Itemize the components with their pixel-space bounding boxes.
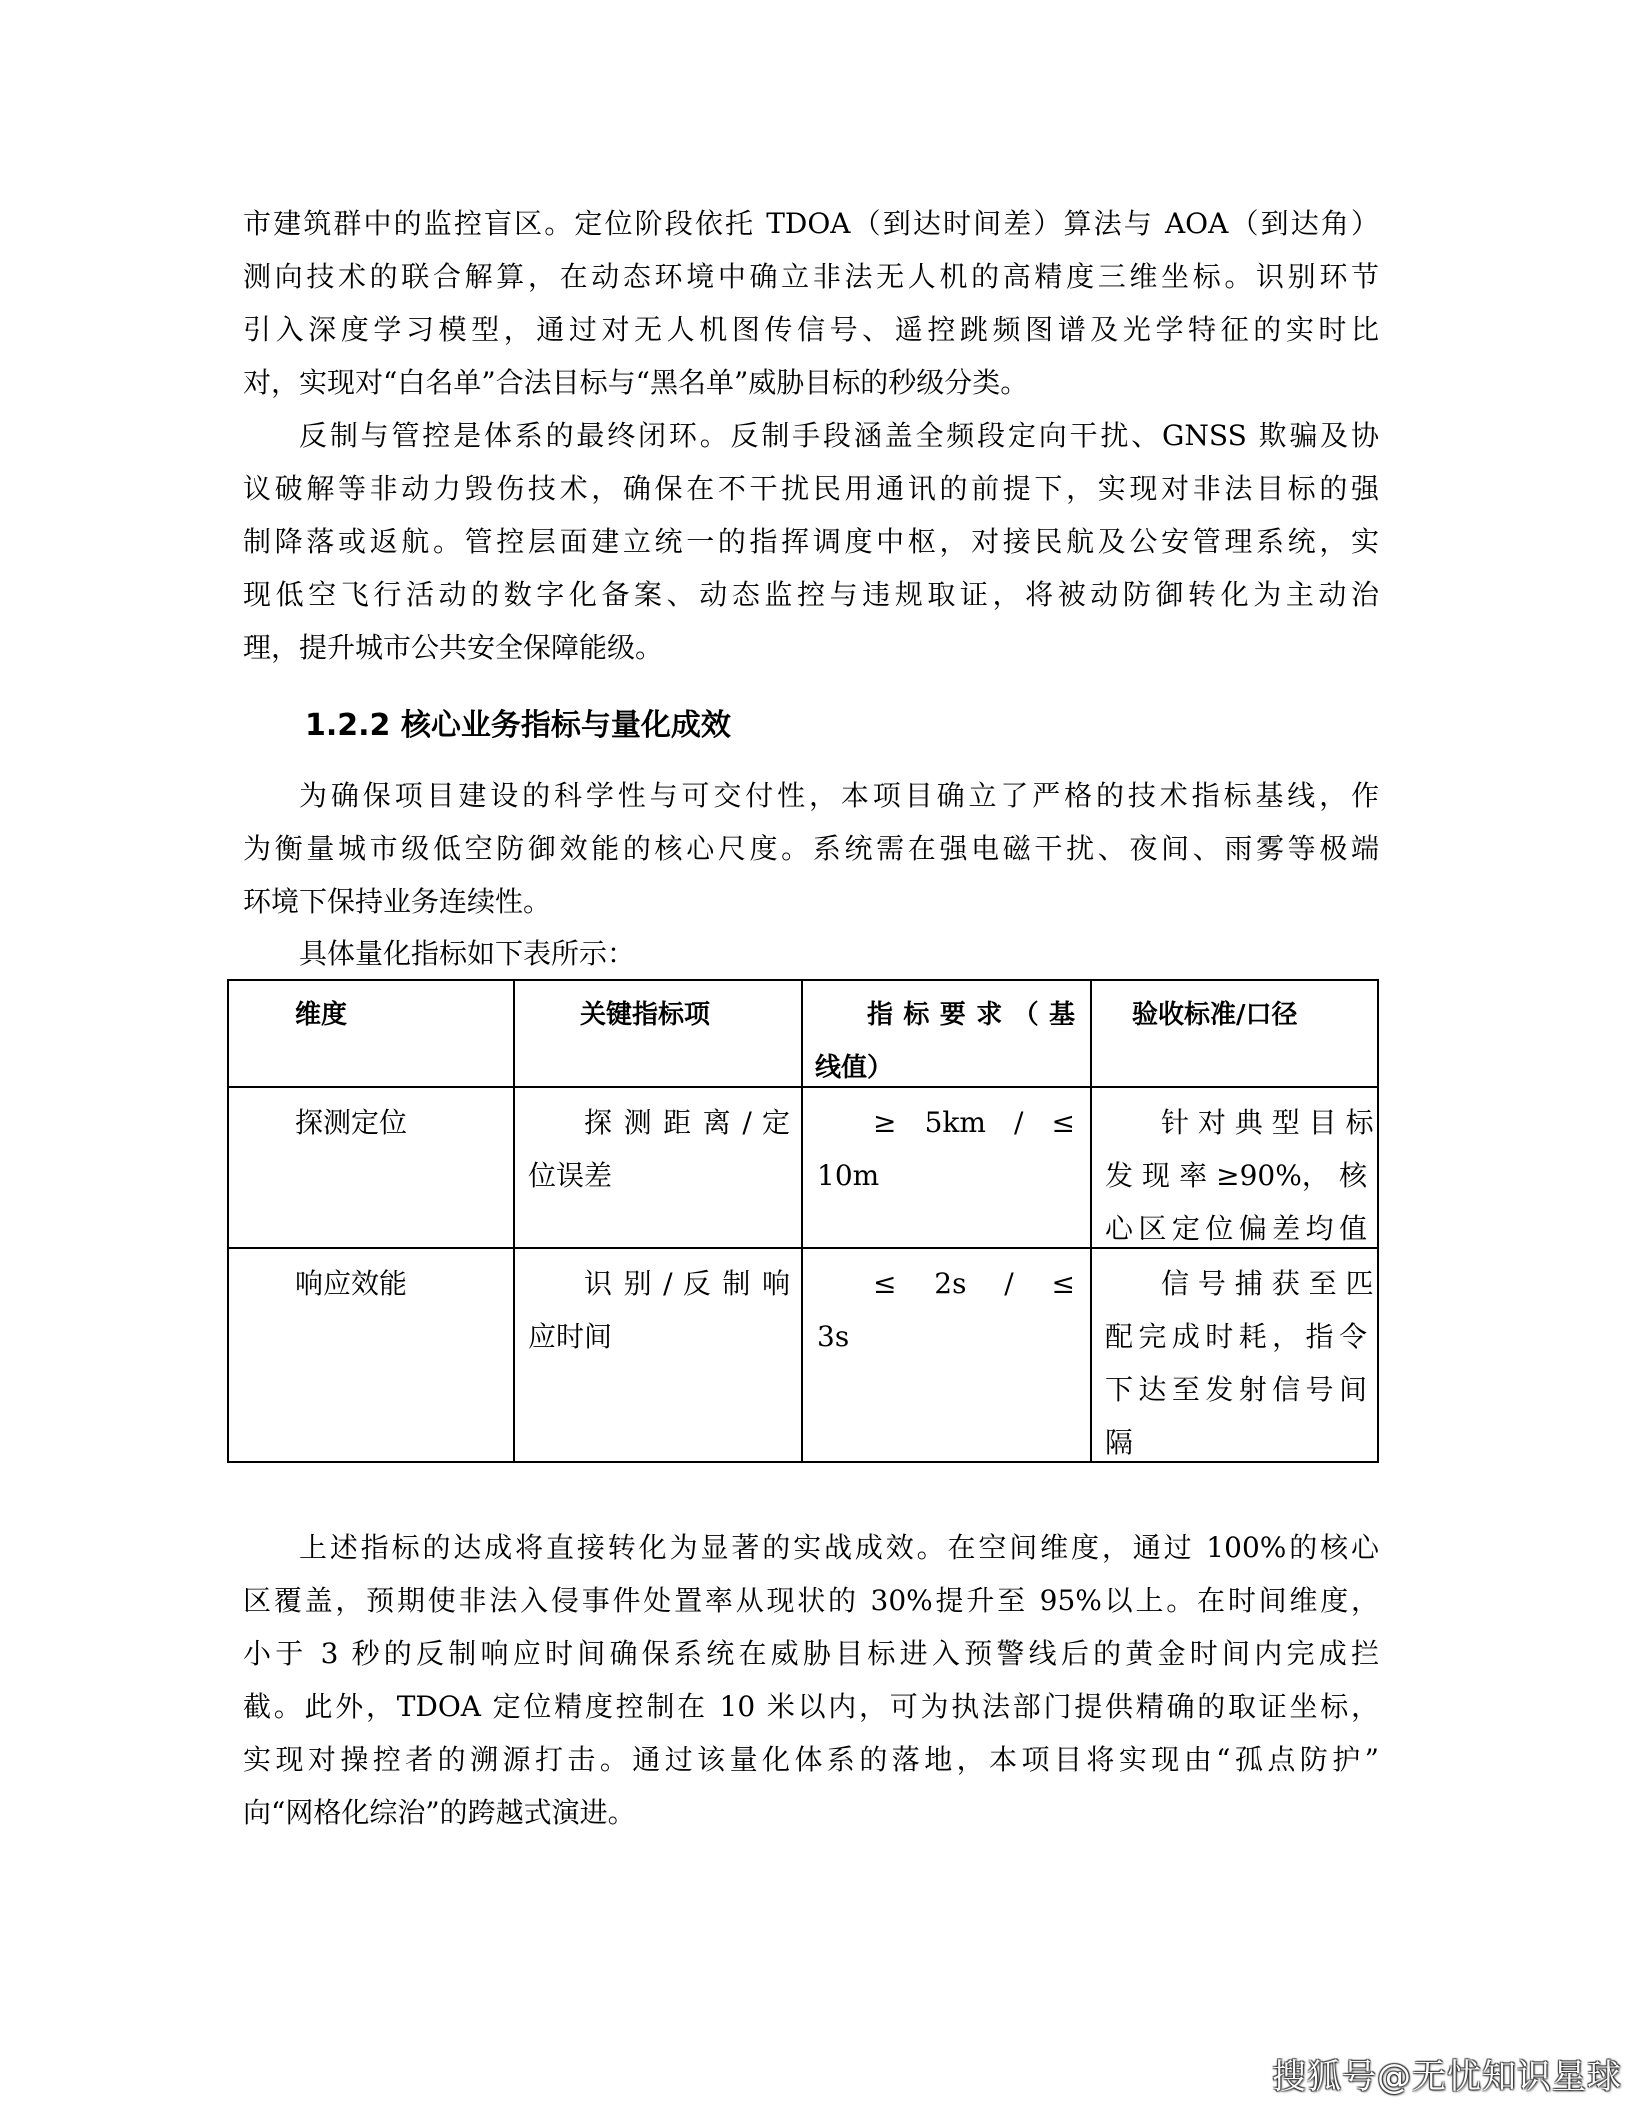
text-line: 议破解等非动力毁伤技术，确保在不干扰民用通讯的前提下，实现对非法目标的强	[243, 472, 1379, 505]
text-line: 上述指标的达成将直接转化为显著的实战成效。在空间维度，通过 100%的核心	[299, 1531, 1379, 1564]
text-line: 向“网格化综治”的跨越式演进。	[243, 1796, 636, 1829]
cell-dimension: 响应效能	[295, 1267, 408, 1300]
cell-dimension: 探测定位	[295, 1106, 408, 1139]
cell-indicator: 识 别 / 反 制 响 应时间	[528, 1267, 790, 1353]
header-acceptance: 验收标准/口径	[1132, 1000, 1298, 1030]
column-divider	[513, 979, 515, 1463]
text-line: 市建筑群中的监控盲区。定位阶段依托 TDOA（到达时间差）算法与 AOA（到达角）	[243, 207, 1379, 240]
text-line: 截。此外，TDOA 定位精度控制在 10 米以内，可为执法部门提供精确的取证坐标，	[243, 1690, 1379, 1723]
table-intro: 具体量化指标如下表所示：	[299, 937, 636, 970]
text-line: 区覆盖，预期使非法入侵事件处置率从现状的 30%提升至 95%以上。在时间维度，	[243, 1584, 1379, 1617]
text-line: 对，实现对“白名单”合法目标与“黑名单”威胁目标的秒级分类。	[243, 366, 1029, 399]
header-dimension: 维度	[295, 1000, 348, 1030]
text-line: 引入深度学习模型，通过对无人机图传信号、遥控跳频图谱及光学特征的实时比	[243, 313, 1379, 346]
cell-requirement: ≤ 2s / ≤ 3s	[817, 1267, 1075, 1353]
text-line: 制降落或返航。管控层面建立统一的指挥调度中枢，对接民航及公安管理系统，实	[243, 525, 1379, 558]
column-divider	[1090, 979, 1092, 1463]
text-line: 环境下保持业务连续性。	[243, 885, 552, 918]
text-line: 为衡量城市级低空防御效能的核心尺度。系统需在强电磁干扰、夜间、雨雾等极端	[243, 832, 1379, 865]
text-line: 反制与管控是体系的最终闭环。反制手段涵盖全频段定向干扰、GNSS 欺骗及协	[299, 419, 1379, 452]
text-line: 现低空飞行活动的数字化备案、动态监控与违规取证，将被动防御转化为主动治	[243, 578, 1379, 611]
cell-requirement: ≥ 5km / ≤ 10m	[817, 1106, 1075, 1192]
cell-acceptance: 信 号 捕 获 至 匹 配完成时耗，指令 下达至发射信号间 隔	[1105, 1267, 1374, 1459]
text-line: 测向技术的联合解算，在动态环境中确立非法无人机的高精度三维坐标。识别环节	[243, 260, 1379, 293]
section-heading: 1.2.2 核心业务指标与量化成效	[305, 708, 731, 743]
text-line: 为确保项目建设的科学性与可交付性，本项目确立了严格的技术指标基线，作	[299, 779, 1379, 812]
header-requirement: 指 标 要 求 （ 基 线值）	[815, 1000, 1075, 1083]
column-divider	[801, 979, 803, 1463]
watermark: 搜狐号@无忧知识星球	[1272, 2057, 1622, 2097]
cell-acceptance: 针 对 典 型 目 标 发 现 率 ≥90%， 核 心区定位偏差均值	[1105, 1106, 1374, 1245]
text-line: 小于 3 秒的反制响应时间确保系统在威胁目标进入预警线后的黄金时间内完成拦	[243, 1637, 1379, 1670]
text-line: 实现对操控者的溯源打击。通过该量化体系的落地，本项目将实现由“孤点防护”	[243, 1743, 1379, 1776]
text-line: 理，提升城市公共安全保障能级。	[243, 631, 664, 664]
header-key-indicator: 关键指标项	[580, 1000, 711, 1030]
cell-indicator: 探 测 距 离 / 定 位误差	[528, 1106, 790, 1192]
